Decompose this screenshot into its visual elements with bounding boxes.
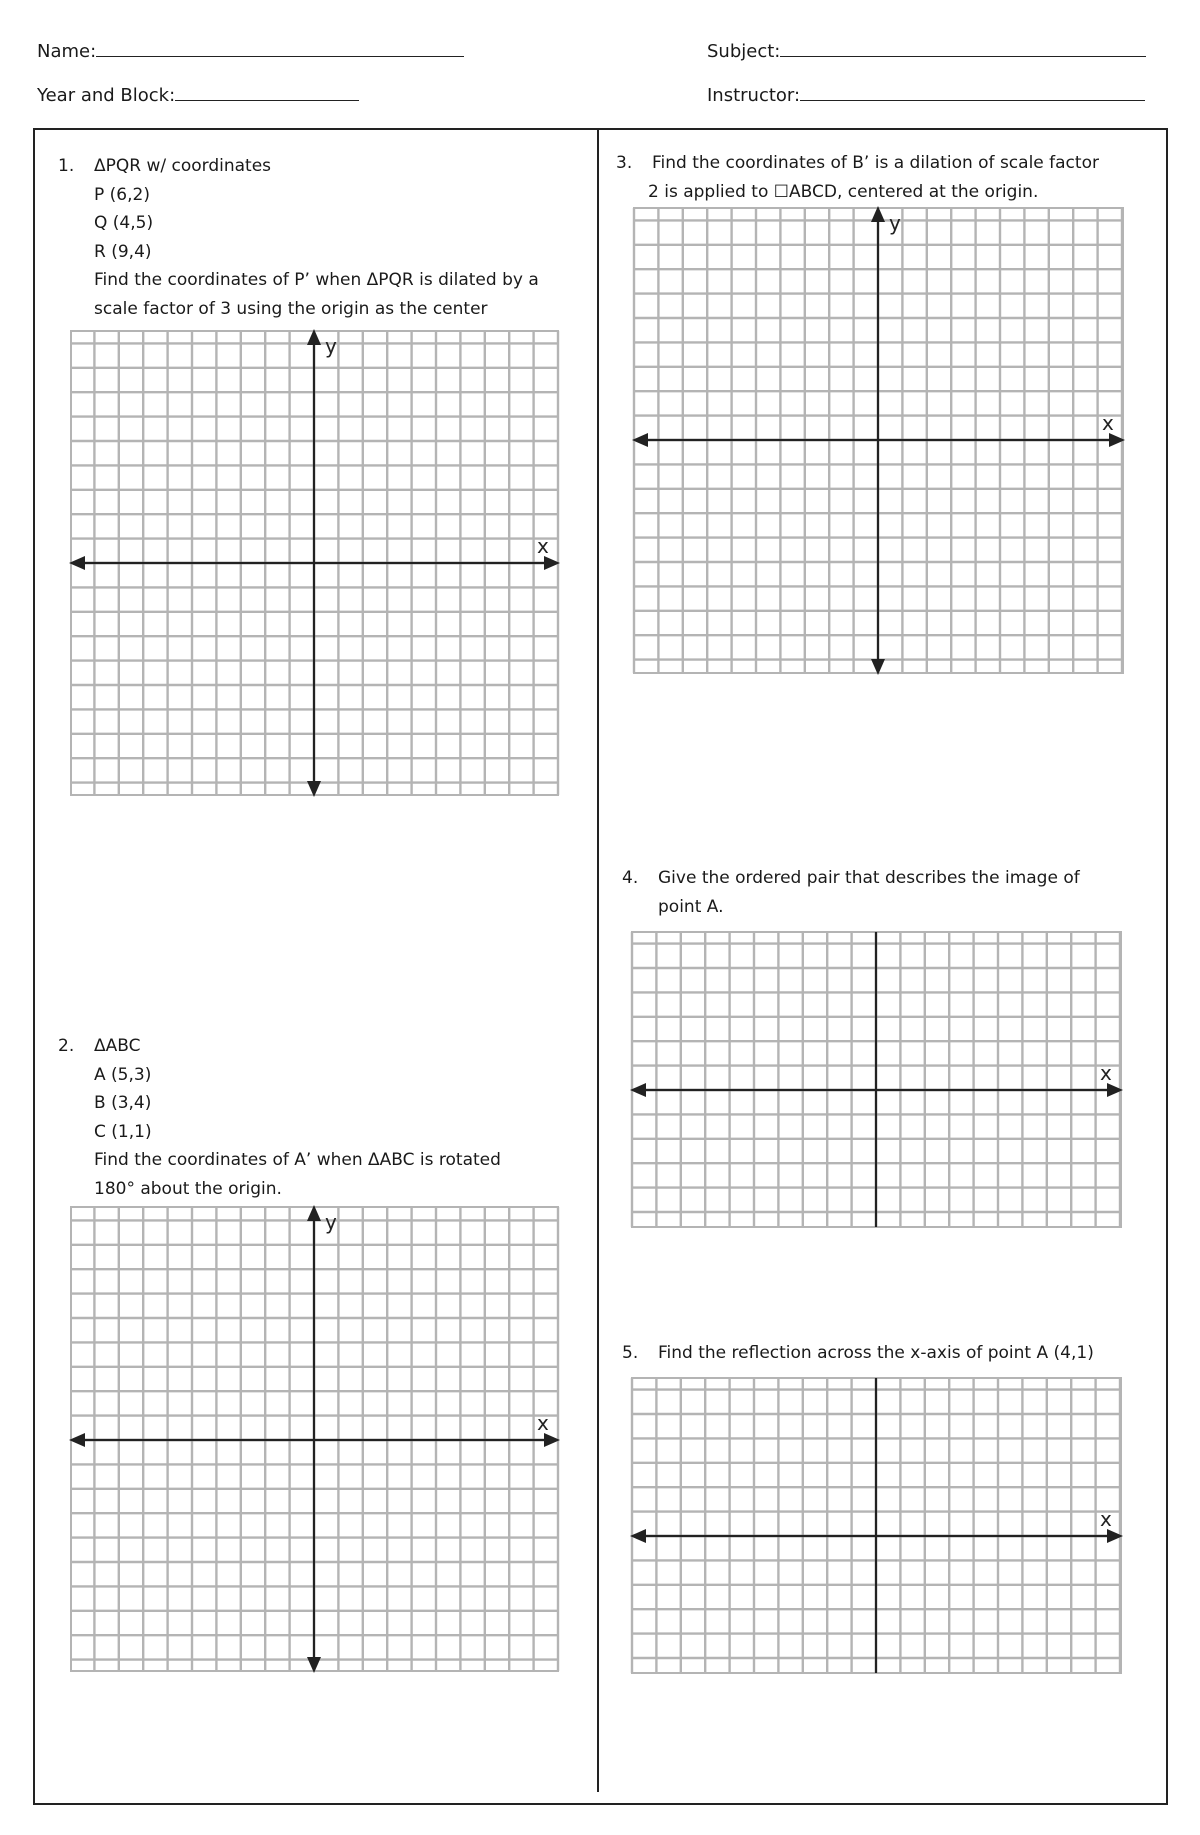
name-label: Name: xyxy=(37,41,97,62)
y-axis-label: y xyxy=(325,1210,337,1234)
x-axis-label: x xyxy=(537,1411,549,1435)
question-line: ΔABC xyxy=(94,1036,141,1056)
coordinate-grid-3[interactable] xyxy=(622,196,1135,685)
y-axis-label: y xyxy=(325,334,337,358)
question-line: Find the coordinates of B’ is a dilation of scale factor xyxy=(652,153,1099,173)
question-line: P (6,2) xyxy=(94,184,150,205)
question-number: 3. xyxy=(616,153,633,173)
question-line: B (3,4) xyxy=(94,1093,152,1113)
x-axis-label: x xyxy=(1100,1061,1112,1085)
instructor-line[interactable] xyxy=(800,82,1145,101)
question-line: point A. xyxy=(658,896,724,917)
x-axis-label: x xyxy=(1100,1507,1112,1531)
question-line: A (5,3) xyxy=(94,1064,152,1085)
coordinate-grid-1[interactable] xyxy=(59,319,570,807)
question-line: R (9,4) xyxy=(94,241,152,262)
coordinate-grid-4[interactable] xyxy=(620,920,1133,1239)
year-block-line[interactable] xyxy=(175,82,359,101)
question-line: Find the coordinates of A’ when ΔABC is rotated xyxy=(94,1150,501,1170)
question-number: 5. xyxy=(622,1343,639,1363)
year-block-label: Year and Block: xyxy=(37,85,176,106)
question-line: 180° about the origin. xyxy=(94,1178,282,1199)
y-axis-label: y xyxy=(889,211,901,235)
subject-label: Subject: xyxy=(707,41,781,62)
x-axis-label: x xyxy=(1102,411,1114,435)
subject-line[interactable] xyxy=(780,38,1146,57)
year-block-field[interactable] xyxy=(37,82,359,107)
question-line: 2 is applied to ☐ABCD, centered at the origin. xyxy=(648,181,1039,202)
question-line: C (1,1) xyxy=(94,1121,152,1142)
question-line: Find the coordinates of P’ when ΔPQR is dilated by a xyxy=(94,270,539,290)
x-axis-label: x xyxy=(537,534,549,558)
question-number: 4. xyxy=(622,868,639,888)
question-line: Q (4,5) xyxy=(94,213,154,233)
question-number: 1. xyxy=(58,156,75,176)
instructor-label: Instructor: xyxy=(707,85,801,106)
name-line[interactable] xyxy=(96,38,464,57)
question-number: 2. xyxy=(58,1036,75,1056)
name-field[interactable] xyxy=(37,38,464,63)
question-line: scale factor of 3 using the origin as the center xyxy=(94,298,488,319)
subject-field[interactable] xyxy=(707,38,1146,63)
column-divider xyxy=(597,130,599,1792)
coordinate-grid-5[interactable] xyxy=(620,1366,1133,1685)
question-line: Find the reflection across the x-axis of point A (4,1) xyxy=(658,1343,1094,1363)
instructor-field[interactable] xyxy=(707,82,1145,107)
question-line: ΔPQR w/ coordinates xyxy=(94,156,272,176)
coordinate-grid-2[interactable] xyxy=(59,1195,570,1683)
question-line: Give the ordered pair that describes the image of xyxy=(658,868,1080,888)
